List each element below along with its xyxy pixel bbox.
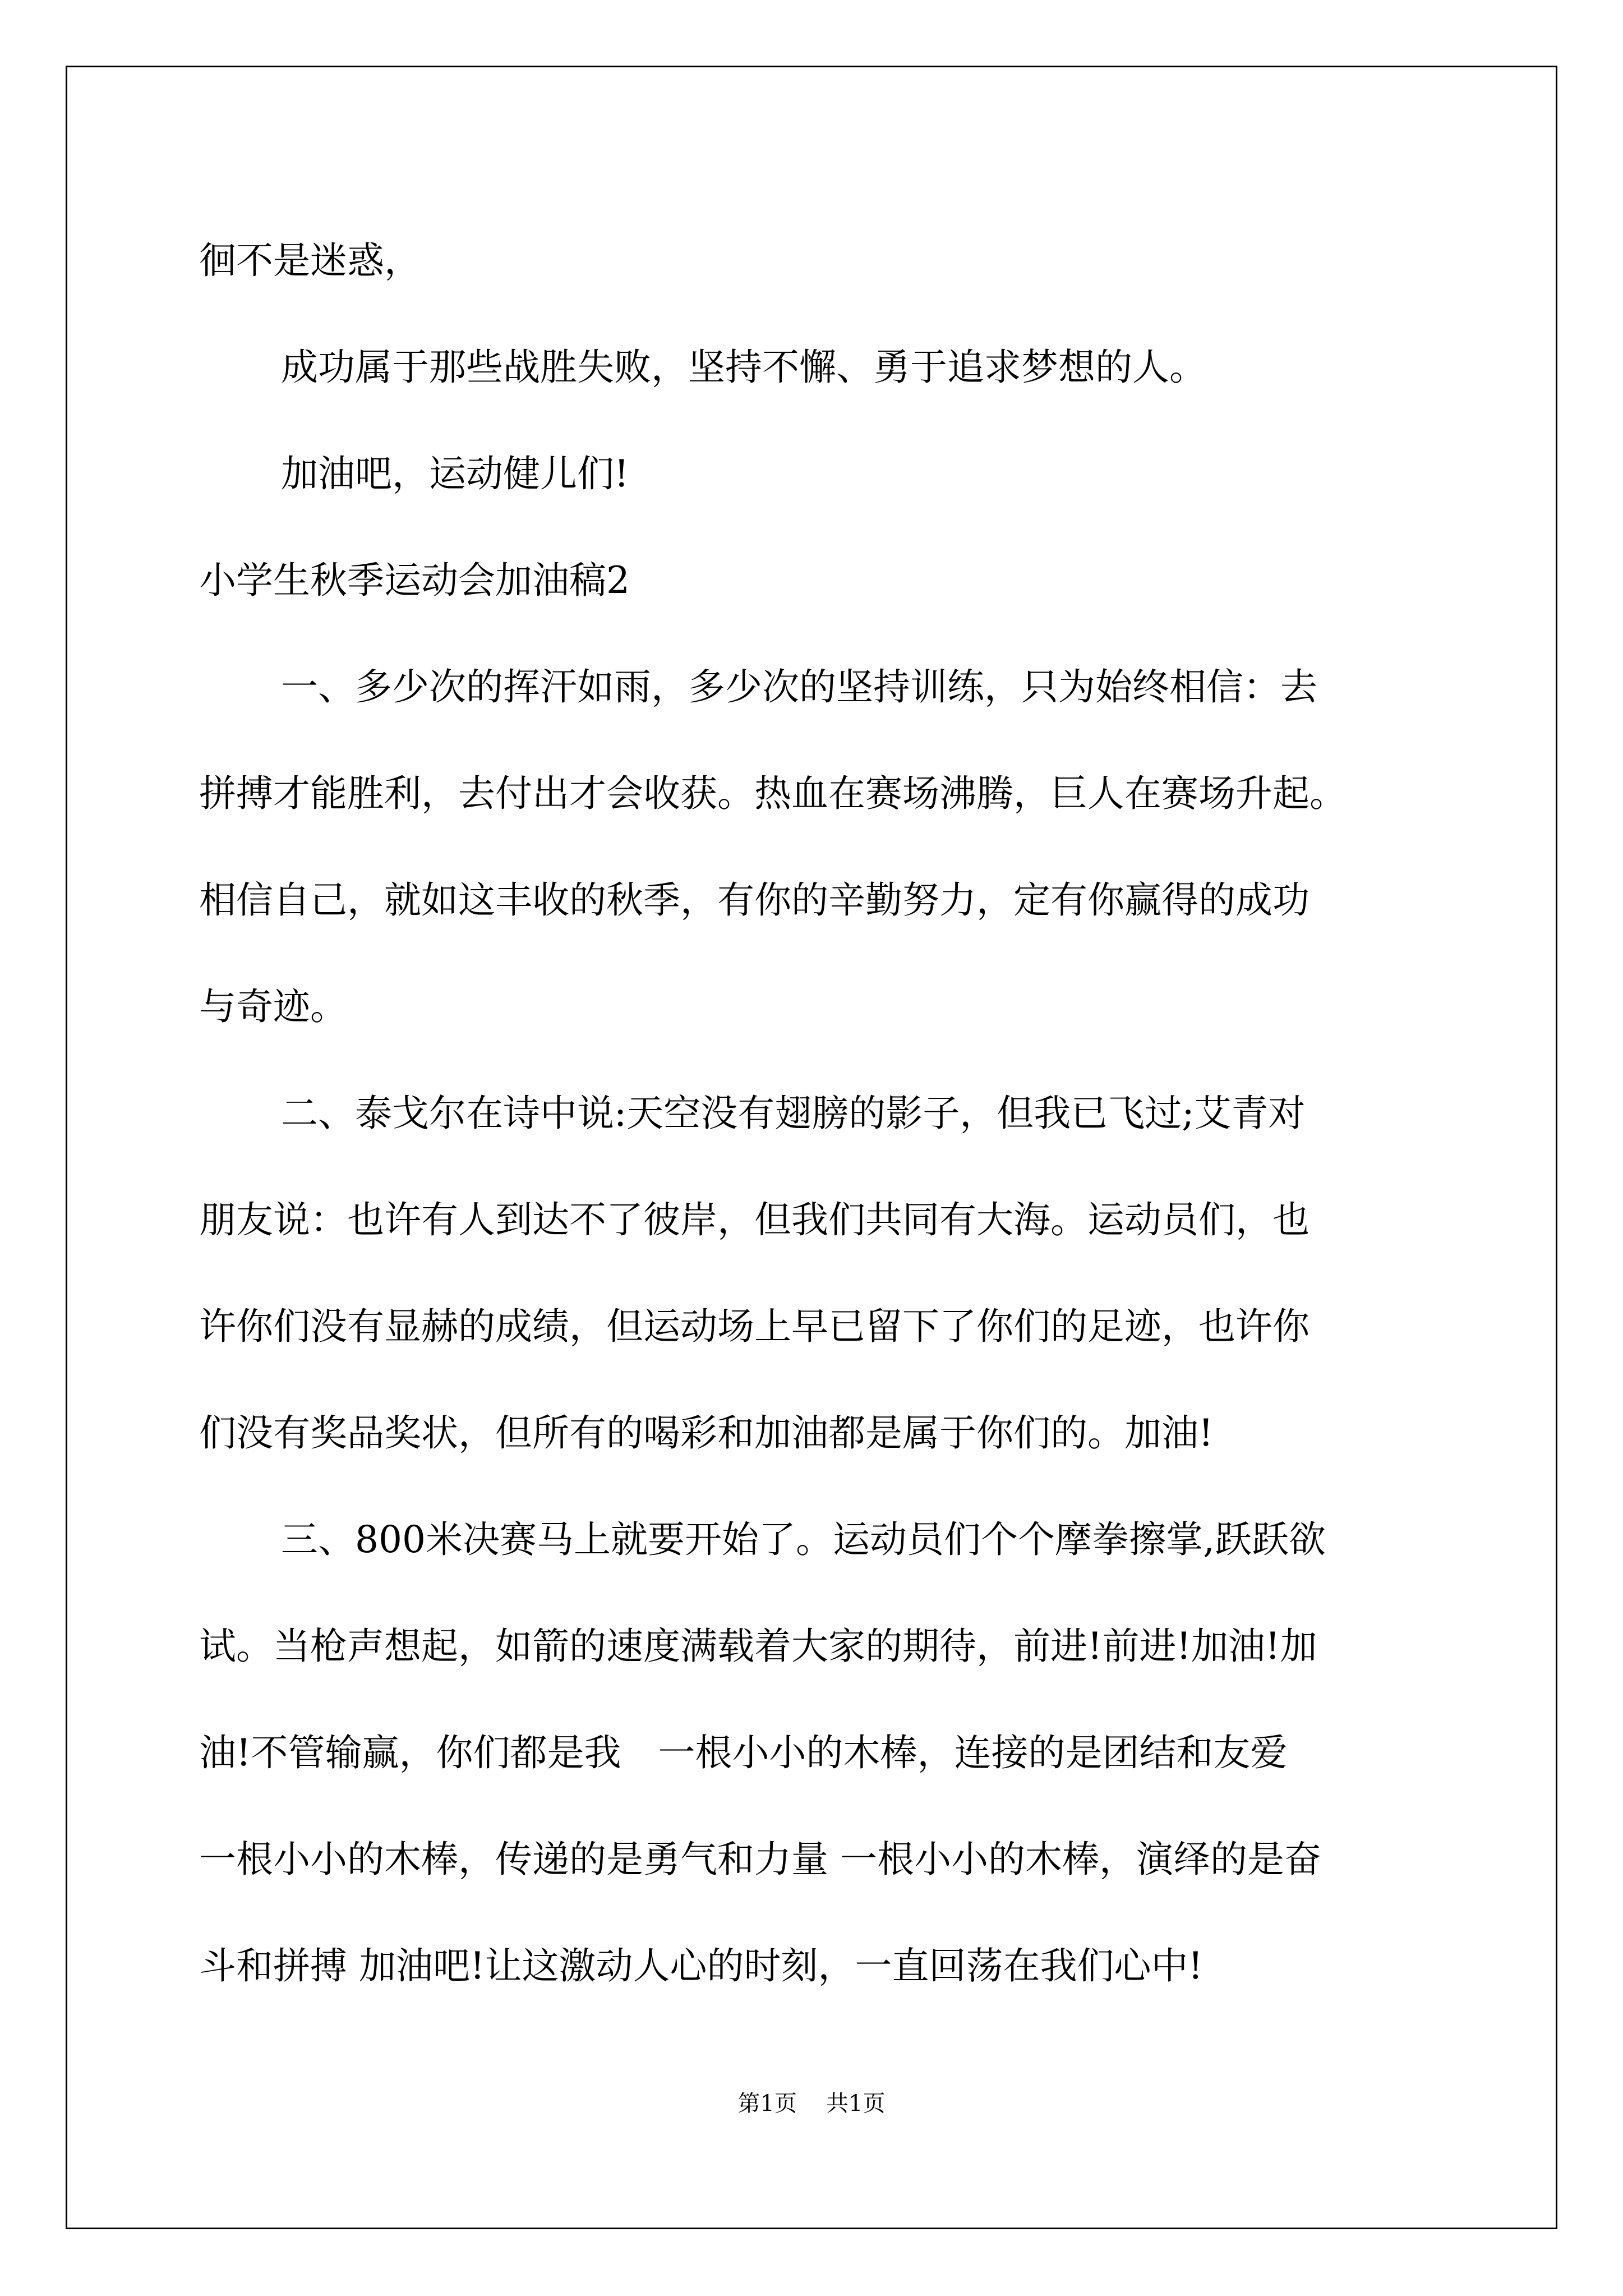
text-line-10: 朋友说：也许有人到达不了彼岸，但我们共同有大海。运动员们，也 [199,1198,1310,1241]
text-line-5: 一、多少次的挥汗如雨，多少次的坚持训练，只为始终相信：去 [281,665,1317,708]
text-line-17: 斗和拼搏 加油吧!让这激动人心的时刻，一直回荡在我们心中! [199,1944,1204,1987]
text-line-3: 加油吧，运动健儿们! [281,452,629,495]
text-line-13: 三、800米决赛马上就要开始了。运动员们个个摩拳擦掌,跃跃欲 [281,1518,1326,1561]
text-line-1: 徊不是迷惑， [199,239,421,282]
page-footer [0,2087,1623,2120]
text-line-6: 拼搏才能胜利，去付出才会收获。热血在赛场沸腾，巨人在赛场升起。 [199,772,1347,815]
document-body [199,208,1450,2019]
section-heading: 小学生秋季运动会加油稿2 [199,559,630,602]
text-line-7: 相信自己，就如这丰收的秋季，有你的辛勤努力，定有你赢得的成功 [199,878,1310,922]
page-number: 第1页 [737,2091,797,2116]
text-line-8: 与奇迹。 [199,985,347,1028]
text-line-11: 许你们没有显赫的成绩，但运动场上早已留下了你们的足迹，也许你 [199,1305,1310,1348]
text-line-16: 一根小小的木棒，传递的是勇气和力量 一根小小的木棒，演绎的是奋 [199,1838,1321,1881]
text-line-14: 试。当枪声想起，如箭的速度满载着大家的期待，前进!前进!加油!加 [199,1625,1317,1668]
text-line-2: 成功属于那些战胜失败，坚持不懈、勇于追求梦想的人。 [281,346,1206,389]
text-line-12: 们没有奖品奖状，但所有的喝彩和加油都是属于你们的。加油! [199,1411,1214,1455]
text-line-9: 二、泰戈尔在诗中说:天空没有翅膀的影子，但我已飞过;艾青对 [281,1092,1306,1135]
text-line-15: 油!不管输赢，你们都是我 一根小小的木棒，连接的是团结和友爱 [199,1731,1288,1774]
page-total: 共1页 [826,2091,886,2116]
